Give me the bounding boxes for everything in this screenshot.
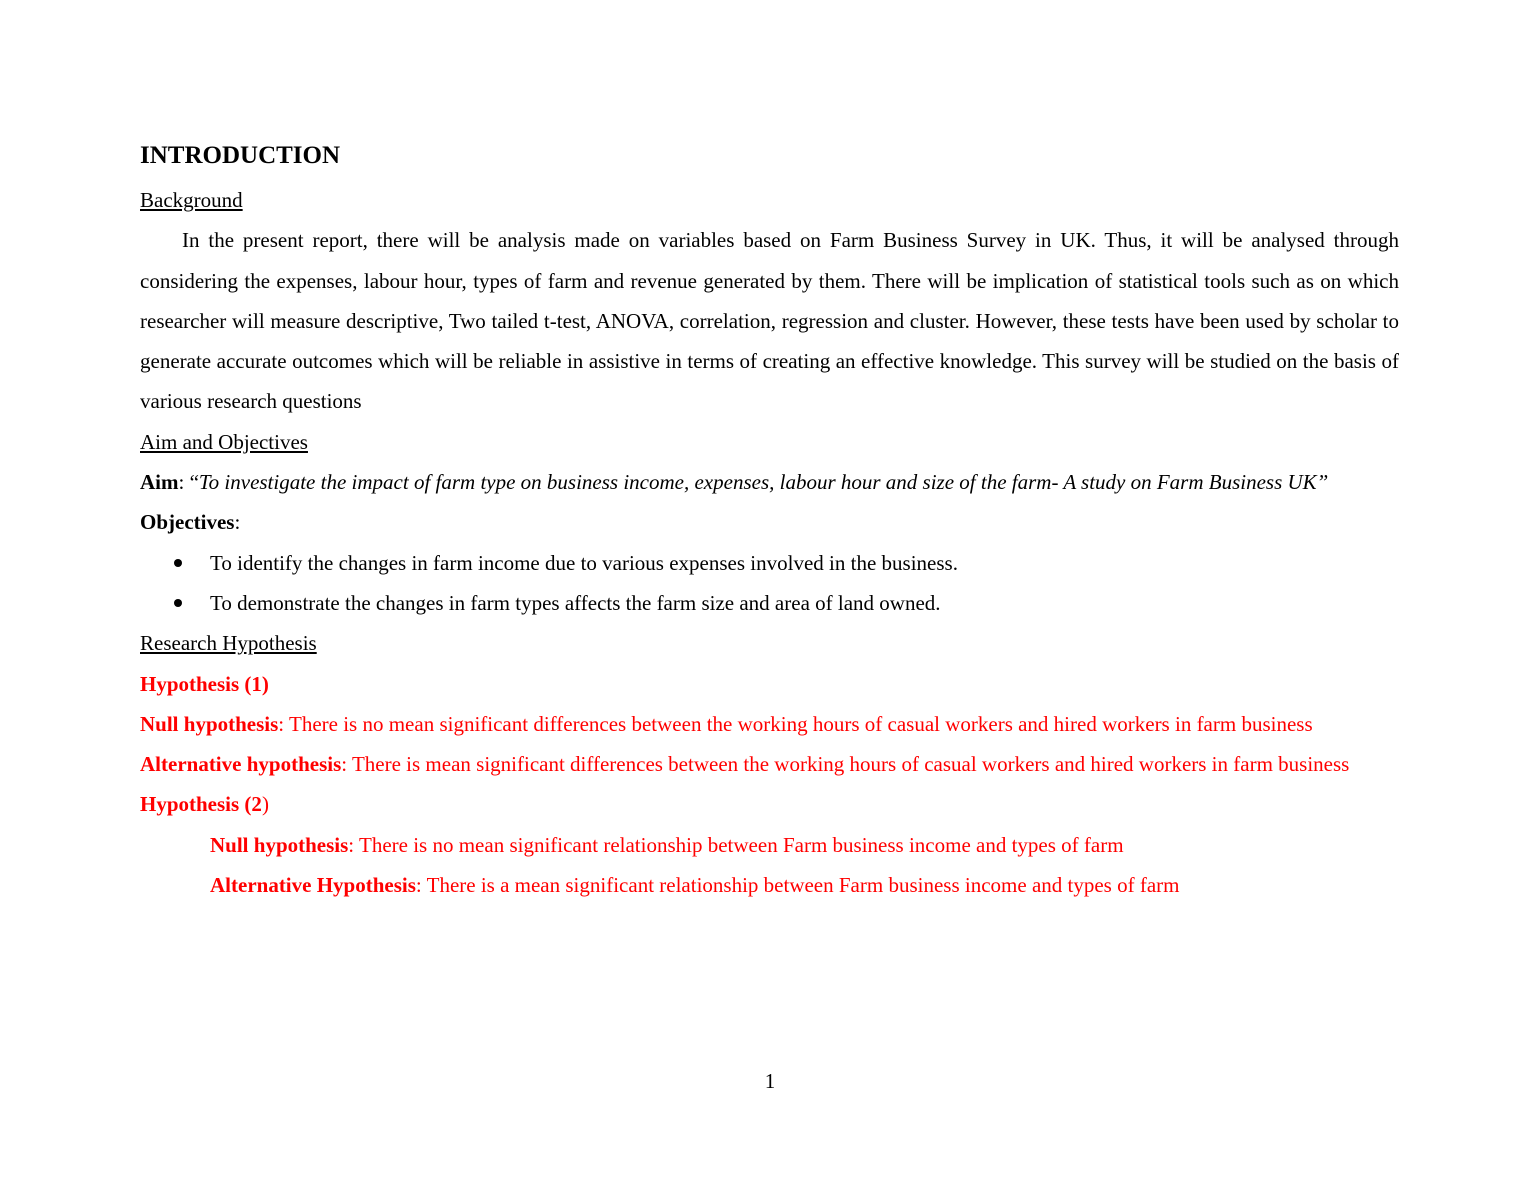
aim-label: Aim [140, 470, 179, 495]
aim-separator: : “ [178, 470, 199, 495]
hypothesis-2-null [140, 825, 1399, 865]
objectives-label: Objectives [140, 510, 235, 535]
hypothesis-2-heading [140, 784, 1399, 824]
background-paragraph: In the present report, there will be analysis made on variables based on Farm Business Survey in UK. Thus, it will be analysed through considering the expenses, labour hour, types of farm and revenue generated by them. There will be implication of statistical tools such as on which researcher will measure descriptive, Two tailed t-test, ANOVA, correlation, regression and cluster. However, these tests have been used by scholar to generate accurate outcomes which will be reliable in assistive in terms of creating an effective knowledge. This survey will be studied on the basis of various research questions [140, 228, 1399, 414]
objective-text: To demonstrate the changes in farm types affects the farm size and area of land owned. [210, 590, 941, 615]
hypothesis-2-alternative [140, 865, 1399, 905]
hypothesis-1-alternative [140, 744, 1399, 784]
hypothesis-2-label: Hypothesis (2 [140, 792, 262, 817]
aim-paragraph [140, 462, 1399, 502]
objectives-list [140, 543, 1399, 624]
alternative-hypothesis-text: : There is mean significant differences between the working hours of casual workers and hired workers in farm business [341, 752, 1350, 777]
alternative-hypothesis-text: : There is a mean significant relationship between Farm business income and types of farm [415, 873, 1180, 898]
page-title: INTRODUCTION [140, 142, 341, 169]
bullet-icon [174, 599, 182, 607]
page-number: 1 [764, 1069, 776, 1093]
null-hypothesis-label: Null hypothesis [210, 832, 349, 857]
document-page [140, 138, 1399, 905]
objectives-heading [140, 502, 1399, 542]
background-heading: Background [140, 188, 243, 212]
hypothesis-2-label-close: ) [261, 792, 269, 817]
aim-text: To investigate the impact of farm type on business income, expenses, labour hour and size of the farm- A study on Farm Business UK” [198, 470, 1329, 495]
hypothesis-1-null [140, 704, 1399, 744]
bullet-icon [174, 559, 182, 567]
objective-text: To identify the changes in farm income due to various expenses involved in the business. [210, 550, 958, 575]
null-hypothesis-label: Null hypothesis [140, 711, 279, 736]
null-hypothesis-text: : There is no mean significant relationship between Farm business income and types of farm [348, 832, 1124, 857]
list-item [140, 583, 1399, 623]
objectives-separator: : [234, 510, 241, 535]
aim-objectives-heading: Aim and Objectives [140, 429, 308, 454]
null-hypothesis-text: : There is no mean significant differences between the working hours of casual workers and hired workers in farm business [278, 711, 1313, 736]
research-hypothesis-heading: Research Hypothesis [140, 631, 317, 656]
list-item [140, 543, 1399, 583]
hypothesis-1-heading: Hypothesis (1) [140, 671, 269, 696]
alternative-hypothesis-label: Alternative Hypothesis [210, 873, 416, 898]
alternative-hypothesis-label: Alternative hypothesis [140, 752, 342, 777]
